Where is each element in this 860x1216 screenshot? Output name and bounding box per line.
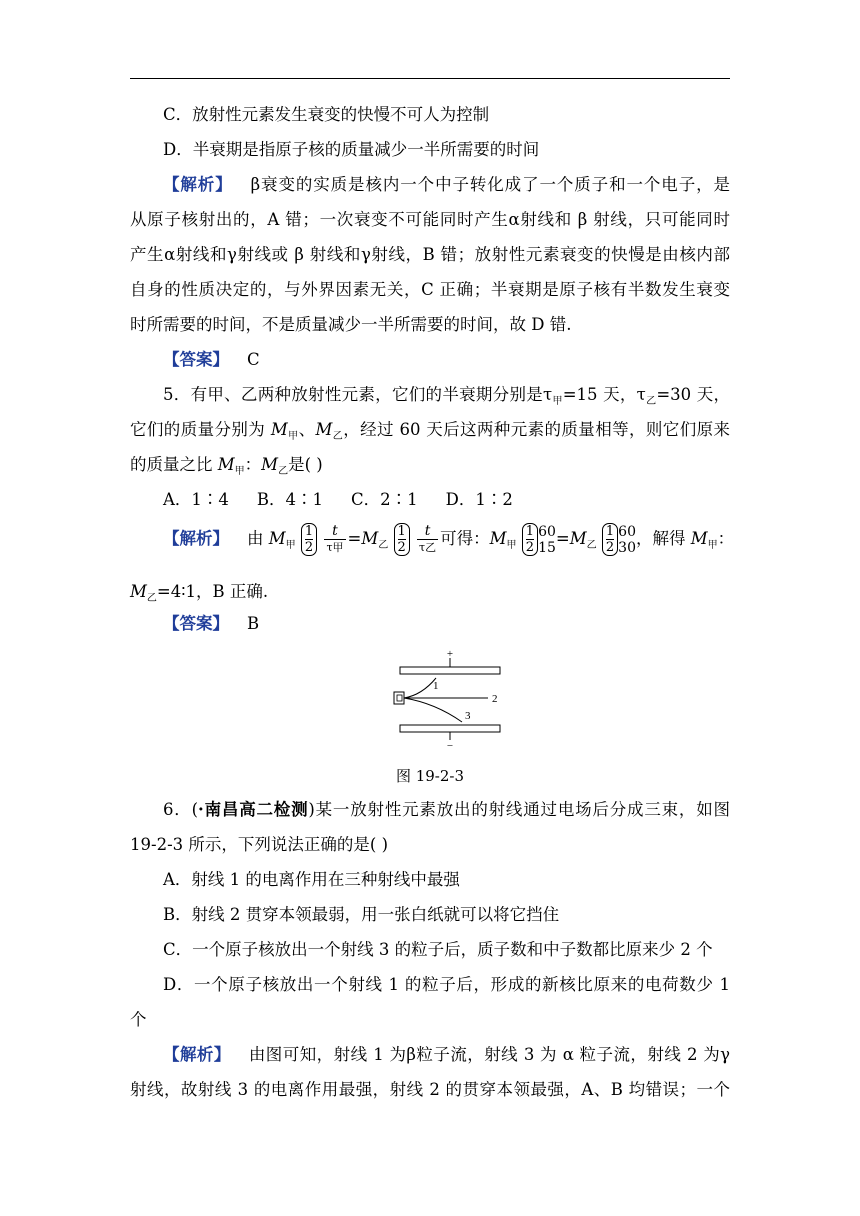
analysis-line-3: 产生α射线和γ射线或 β 射线和γ射线，B 错；放射性元素衰变的快慢是由核内部 xyxy=(130,245,730,264)
analysis-tag: 【解析】 xyxy=(163,175,233,194)
half-fraction: $\frac{1}{2}$ xyxy=(522,523,538,556)
half-fraction: $\frac{1}{2}$ xyxy=(301,523,317,556)
q5-line-3: 的质量之比 $M_甲$：$M_乙$是( ) xyxy=(130,455,323,477)
analysis-line-1 xyxy=(130,175,730,195)
option-c-line: C．放射性元素发生衰变的快慢不可人为控制 xyxy=(163,105,490,124)
q6-solution-line-1: 【解析】 由图可知，射线 1 为β粒子流，射线 3 为 α 粒子流，射线 2 为γ xyxy=(163,1045,731,1064)
ray-3 xyxy=(404,698,462,722)
q5-option-b: B．4∶1 xyxy=(256,490,324,509)
q6-analysis-tag: 【解析】 xyxy=(163,1045,231,1064)
half-fraction: $\frac{1}{2}$ xyxy=(394,523,410,556)
answer-value: C xyxy=(247,350,260,369)
ray-label-2: 2 xyxy=(492,693,498,705)
q5-option-c: C．2∶1 xyxy=(351,490,418,509)
q6-option-b: B．射线 2 贯穿本领最弱，用一张白纸就可以将它挡住 xyxy=(163,905,560,924)
exponent: 60 15 xyxy=(538,523,556,556)
analysis-line-4: 自身的性质决定的，与外界因素无关，C 正确；半衰期是原子核有半数发生衰变 xyxy=(130,280,730,299)
ray-label-3: 3 xyxy=(465,710,471,722)
q6-line-2: 19-2-3 所示，下列说法正确的是( ) xyxy=(130,835,389,854)
q6-option-a: A．射线 1 的电离作用在三种射线中最强 xyxy=(163,870,460,889)
option-d-line: D．半衰期是指原子核的质量减少一半所需要的时间 xyxy=(163,140,540,159)
minus-sign: − xyxy=(446,740,454,752)
header-rule xyxy=(130,78,730,79)
answer-line-4 xyxy=(130,350,730,370)
positive-plate xyxy=(400,667,500,674)
q5-line-2: 它们的质量分别为 $M_甲$、$M_乙$，经过 60 天后这两种元素的质量相等，则它们原来 xyxy=(130,420,731,442)
figure-caption: 图 19-2-3 xyxy=(395,767,465,785)
ray-1 xyxy=(404,678,436,698)
q5-option-a: A．1∶4 xyxy=(163,490,229,509)
q5-line-1: 5．有甲、乙两种放射性元素，它们的半衰期分别是$\tau_甲=15$ 天，$\tau_乙=30$ 天， xyxy=(163,385,730,407)
electric-field-diagram xyxy=(380,645,520,755)
q6-line-1: 6．(·南昌高二检测)某一放射性元素放出的射线通过电场后分成三束，如图 xyxy=(163,800,731,819)
q6-option-d-1: D．一个原子核放出一个射线 1 的粒子后，形成的新核比原来的电荷数少 1 xyxy=(163,975,730,994)
q5-answer-value: B xyxy=(247,614,260,633)
plus-sign: + xyxy=(446,648,454,660)
negative-plate xyxy=(400,725,500,732)
analysis-line-5: 时所需要的时间，不是质量减少一半所需要的时间，故 D 错. xyxy=(130,315,572,334)
exponent-fraction: $\frac{t}{\text{τ乙}}$ xyxy=(419,523,437,554)
q5-solution-line-2: $M_乙=4∶1$，B 正确. xyxy=(130,582,269,604)
q5-options xyxy=(130,490,730,510)
q5-option-d: D．1∶2 xyxy=(445,490,513,509)
q5-answer-line xyxy=(130,614,730,634)
analysis-text-1: β衰变的实质是核内一个中子转化成了一个质子和一个电子，是 xyxy=(250,175,730,194)
analysis-line-2: 从原子核射出的，A 错；一次衰变不可能同时产生α射线和 β 射线，只可能同时 xyxy=(130,210,730,229)
answer-tag: 【答案】 xyxy=(163,350,229,369)
q5-solution-line-1: 【解析】 由 $M_甲$ $\frac{1}{2}$ $\frac{t}{\text{τ甲}}$ $=M_乙$ $\frac{1}{2}$ $\frac{t}{\text{τ乙}}$ 可得：$M_甲$ $\frac{1}{2}$ 60 15 $=M_乙$ $\frac{1}{2}$ 60 30 ，解得 $M_甲$： xyxy=(163,523,735,556)
ray-label-1: 1 xyxy=(433,680,439,692)
q6-option-d-2: 个 xyxy=(130,1010,147,1029)
q6-option-c: C．一个原子核放出一个射线 3 的粒子后，质子数和中子数都比原来少 2 个 xyxy=(163,940,713,959)
half-fraction: $\frac{1}{2}$ xyxy=(602,523,618,556)
exponent: 60 30 xyxy=(618,523,636,556)
exponent-fraction: $\frac{t}{\text{τ甲}}$ xyxy=(326,523,344,554)
q5-analysis-tag: 【解析】 xyxy=(163,529,229,548)
q5-answer-tag: 【答案】 xyxy=(163,614,229,633)
q6-solution-line-2: 射线，故射线 3 的电离作用最强，射线 2 的贯穿本领最强，A、B 均错误；一个 xyxy=(130,1080,730,1099)
